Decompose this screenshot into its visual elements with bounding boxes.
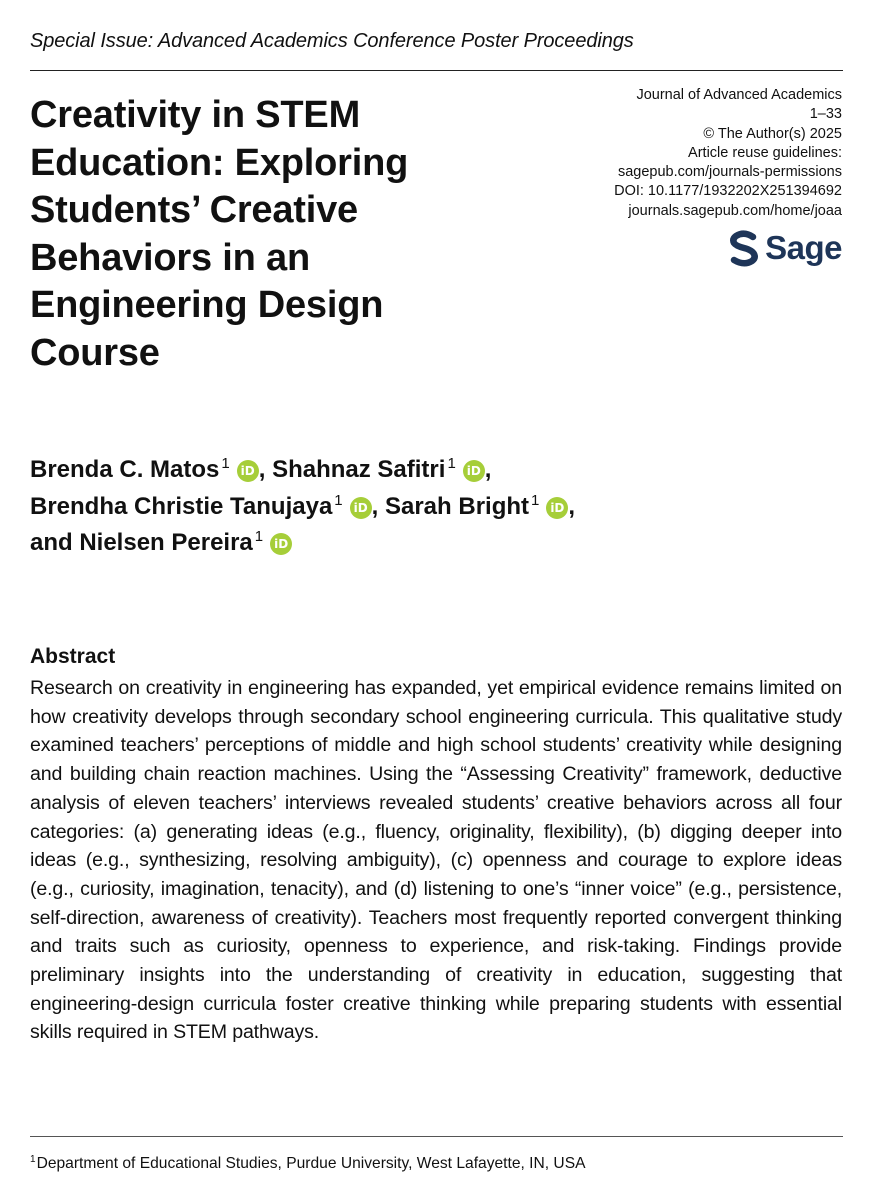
- sage-logo-text: Sage: [765, 229, 842, 266]
- abstract-heading: Abstract: [30, 645, 116, 668]
- author-separator: ,: [568, 492, 576, 520]
- author-name: Shahnaz Safitri: [272, 456, 446, 483]
- author-name: and Nielsen Pereira: [30, 529, 253, 556]
- header-divider: [30, 70, 843, 71]
- affiliation-footnote: [30, 1154, 586, 1174]
- author: [385, 493, 575, 520]
- author-name: Brenda C. Matos: [30, 456, 220, 483]
- author: [30, 493, 378, 520]
- reuse-guidelines-link[interactable]: sagepub.com/journals-permissions: [617, 164, 842, 181]
- author-name: Sarah Bright: [384, 492, 530, 520]
- author-name: Brendha Christie Tanujaya: [30, 492, 333, 520]
- author-separator: ,: [484, 456, 492, 483]
- orcid-icon[interactable]: iD: [350, 497, 372, 519]
- author-line: [30, 452, 790, 489]
- sage-logo[interactable]: [729, 228, 842, 268]
- author: [272, 456, 491, 483]
- abstract-body: Research on creativity in engineering has expanded, yet empirical evidence remains limited on how creativity develops through secondary school engineering curricula. This qualitative study examined teachers’ perceptions of middle and high school students’ creativity while designing and building chain reaction machines. Using the “Assessing Creativity” framework, deductive analysis of eleven teachers’ interviews revealed students’ creative behaviors across all four categories: (a) generating ideas (e.g., fluency, originality, flexibility), (b) digging deeper into ideas (e.g., synthesizing, resolving ambiguity), (c) openness and courage to explore ideas (e.g., curiosity, imagination, tenacity), and (d) listening to one’s “inner voice” (e.g., persistence, self-direction, awareness of creativity). Teachers most frequently reported convergent thinking and traits such as curiosity, openness to experience, and risk-taking. Findings provide preliminary insights into the understanding of creativity in education, suggesting that engineering-design curricula foster creative thinking while preparing students with essential skills required in STEM pathways.: [30, 677, 842, 1044]
- author-list: [30, 452, 790, 562]
- author-line: [30, 525, 790, 562]
- sage-s-icon: [729, 229, 759, 267]
- affiliation-mark: 1: [254, 528, 264, 545]
- journal-homepage-link[interactable]: journals.sagepub.com/home/joaa: [628, 202, 842, 219]
- affiliation-mark: 1: [334, 491, 343, 509]
- page-range: 1–33: [809, 106, 842, 123]
- article-title: Creativity in STEM Education: Exploring Students’ Creative Behaviors in an Engineering Design Course: [30, 94, 409, 374]
- author-separator: ,: [258, 456, 266, 483]
- author-separator: ,: [371, 492, 379, 520]
- orcid-icon[interactable]: iD: [463, 460, 485, 482]
- affiliation-mark: 1: [531, 491, 540, 509]
- affiliation-text: Department of Educational Studies, Purdue University, West Lafayette, IN, USA: [36, 1155, 586, 1172]
- footnote-divider: [30, 1136, 843, 1137]
- author: [30, 529, 292, 556]
- affiliation-mark: 1: [447, 455, 456, 472]
- journal-name: Journal of Advanced Academics: [636, 87, 842, 103]
- reuse-guidelines-label: Article reuse guidelines:: [688, 144, 842, 161]
- orcid-icon[interactable]: iD: [237, 460, 259, 482]
- author: [30, 456, 265, 483]
- special-issue-banner: Special Issue: Advanced Academics Conference Poster Proceedings: [30, 30, 634, 52]
- journal-meta: [614, 86, 842, 221]
- affiliation-mark: 1: [221, 455, 230, 472]
- doi-link[interactable]: DOI: 10.1177/1932202X251394692: [614, 183, 842, 200]
- orcid-icon[interactable]: iD: [270, 533, 292, 555]
- author-line: [30, 489, 790, 526]
- orcid-icon[interactable]: iD: [546, 497, 568, 519]
- copyright-notice: © The Author(s) 2025: [703, 125, 842, 142]
- affiliation-footnote-mark: 1: [30, 1154, 36, 1165]
